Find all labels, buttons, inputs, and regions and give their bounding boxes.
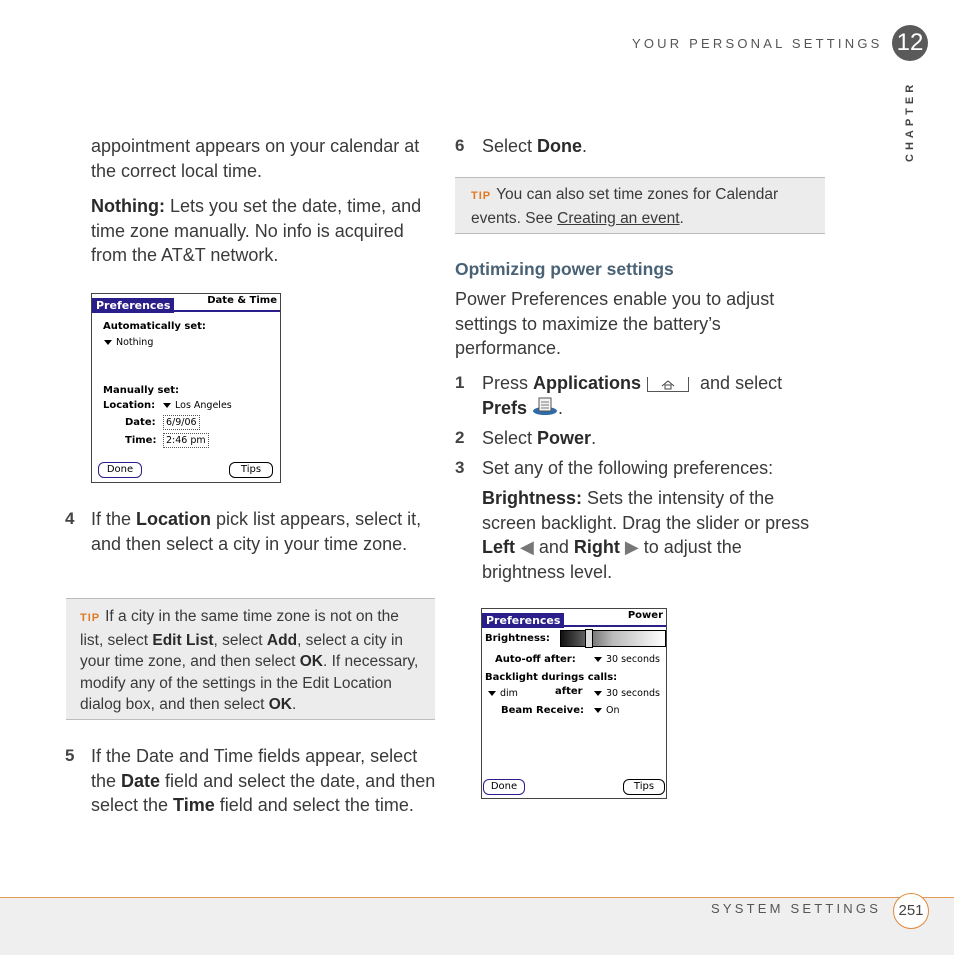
done-term: Done (537, 136, 583, 156)
chapter-label: CHAPTER (904, 80, 916, 162)
text-run: . (558, 397, 564, 418)
brightness-paragraph (482, 486, 822, 584)
auto-set-value: Nothing (116, 337, 154, 348)
step-1-text (482, 371, 822, 422)
dropdown-arrow-icon (594, 691, 602, 696)
screen-title: Preferences (92, 298, 174, 313)
edit-list-term: Edit List (152, 631, 214, 649)
time-field[interactable]: 2:46 pm (163, 433, 209, 448)
left-term: Left (482, 537, 515, 557)
step-4-text (91, 507, 431, 556)
auto-off-label: Auto-off after: (495, 654, 576, 665)
screen-title-bar (482, 609, 666, 627)
add-term: Add (266, 631, 298, 649)
beam-receive-label: Beam Receive: (501, 705, 584, 716)
text-run: field and select the date, and then select the (91, 770, 436, 815)
dropdown-arrow-icon (104, 340, 112, 345)
applications-term: Applications (533, 373, 642, 393)
auto-off-value: 30 seconds (606, 654, 660, 665)
screen-panel-name: Date & Time (207, 295, 277, 306)
text-run: field and select the time. (214, 795, 414, 815)
tip-text (80, 606, 420, 716)
location-picker[interactable] (163, 400, 232, 411)
step-6-text (482, 134, 822, 159)
ok-term: OK (268, 696, 292, 713)
text-run: and select (695, 373, 783, 393)
beam-receive-value: On (606, 705, 620, 716)
step-3-text: Set any of the following preferences: (482, 458, 774, 478)
after-picker[interactable] (594, 688, 660, 699)
slider-thumb[interactable] (585, 629, 593, 648)
text-run: . (679, 209, 684, 227)
power-intro-paragraph: Power Preferences enable you to adjust settings to maximize the battery’s performance. (455, 289, 775, 358)
backlight-value: dim (500, 688, 518, 699)
text-run: . If necessary, modify any of the settings in the Edit Location dialog box, and then select (80, 653, 419, 713)
time-term: Time (173, 795, 215, 815)
auto-set-picker[interactable] (104, 337, 153, 348)
location-value: Los Angeles (175, 400, 232, 411)
nothing-paragraph (91, 194, 431, 268)
time-label: Time: (125, 435, 157, 446)
text-run: Press (482, 373, 534, 393)
text-run: pick list appears, select it, and then select a city in your time zone. (91, 509, 422, 554)
text-run: If the (91, 509, 137, 529)
manual-set-label: Manually set: (103, 385, 180, 396)
prefs-icon (532, 396, 558, 423)
brightness-label: Brightness: (485, 633, 550, 644)
prefs-term: Prefs (482, 397, 528, 418)
screen-panel-name: Power (627, 610, 663, 621)
left-arrow-icon: ◀ (520, 537, 534, 557)
text-run: , select a city in your time zone, and then select (80, 631, 404, 670)
step-number-3: 3 (455, 458, 465, 477)
beam-receive-picker[interactable] (594, 705, 620, 716)
page-number-badge: 251 (893, 893, 929, 929)
tip-box-left (66, 598, 435, 720)
date-label: Date: (125, 417, 156, 428)
location-label: Location: (103, 400, 156, 411)
text-run: to adjust the brightness level. (482, 537, 742, 582)
power-term: Power (537, 428, 592, 448)
tip-box-right (455, 177, 825, 234)
brightness-term: Brightness: (482, 488, 583, 508)
nothing-text: Lets you set the date, time, and time zone manually. No info is acquired from the AT&T network. (91, 196, 422, 265)
date-field[interactable]: 6/9/06 (163, 415, 200, 430)
tip-text (471, 184, 816, 229)
step-number-4: 4 (65, 509, 75, 528)
text-run: , select (213, 631, 267, 649)
step-number-2: 2 (455, 428, 465, 447)
after-label: after (555, 686, 583, 697)
tips-button[interactable]: Tips (229, 462, 273, 478)
text-run: Select (482, 428, 538, 448)
date-term: Date (121, 770, 161, 791)
tips-button[interactable]: Tips (623, 779, 665, 795)
chapter-number-badge: 12 (892, 25, 928, 61)
text-run: You can also set time zones for Calendar events. See (471, 186, 779, 227)
step-number-6: 6 (455, 136, 465, 155)
creating-an-event-link[interactable]: Creating an event (557, 209, 680, 227)
text-run: Sets the intensity of the screen backlight. Drag the slider or press (482, 488, 810, 533)
auto-set-label: Automatically set: (103, 321, 206, 332)
right-arrow-icon: ▶ (624, 537, 639, 557)
auto-off-picker[interactable] (594, 654, 660, 665)
backlight-picker[interactable] (488, 688, 518, 699)
done-button[interactable]: Done (483, 779, 525, 795)
brightness-slider[interactable] (560, 630, 666, 647)
right-term: Right (573, 537, 620, 557)
step-number-5: 5 (65, 746, 75, 765)
text-run: . (591, 428, 597, 448)
backlight-label: Backlight durings calls: (485, 672, 618, 683)
footer-section-title: SYSTEM SETTINGS (711, 901, 882, 916)
power-screenshot (481, 608, 667, 799)
text-run: and (533, 537, 574, 557)
text-run: . (582, 136, 588, 156)
done-button[interactable]: Done (98, 462, 142, 478)
location-term: Location (136, 509, 212, 529)
nothing-label: Nothing: (91, 196, 165, 216)
text-run: Select (482, 136, 538, 156)
dropdown-arrow-icon (163, 403, 171, 408)
applications-key-icon (647, 377, 689, 392)
screen-title-bar (92, 294, 280, 312)
date-time-screenshot (91, 293, 281, 483)
intro-paragraph: appointment appears on your calendar at the correct local time. (91, 136, 420, 181)
dropdown-arrow-icon (594, 657, 602, 662)
running-header: YOUR PERSONAL SETTINGS (632, 36, 883, 51)
dropdown-arrow-icon (488, 691, 496, 696)
tip-label: TIP (80, 612, 101, 624)
step-2-text (482, 426, 822, 451)
step-5-text (91, 744, 436, 818)
after-value: 30 seconds (606, 688, 660, 699)
tip-label: TIP (471, 190, 492, 202)
dropdown-arrow-icon (594, 708, 602, 713)
step-number-1: 1 (455, 373, 465, 392)
text-run: If a city in the same time zone is not on the list, select (80, 608, 399, 649)
section-heading: Optimizing power settings (455, 259, 674, 279)
ok-term: OK (299, 653, 323, 670)
screen-title: Preferences (482, 613, 564, 628)
text-run: . (291, 696, 297, 713)
text-run: If the Date and Time fields appear, select the (91, 746, 418, 791)
